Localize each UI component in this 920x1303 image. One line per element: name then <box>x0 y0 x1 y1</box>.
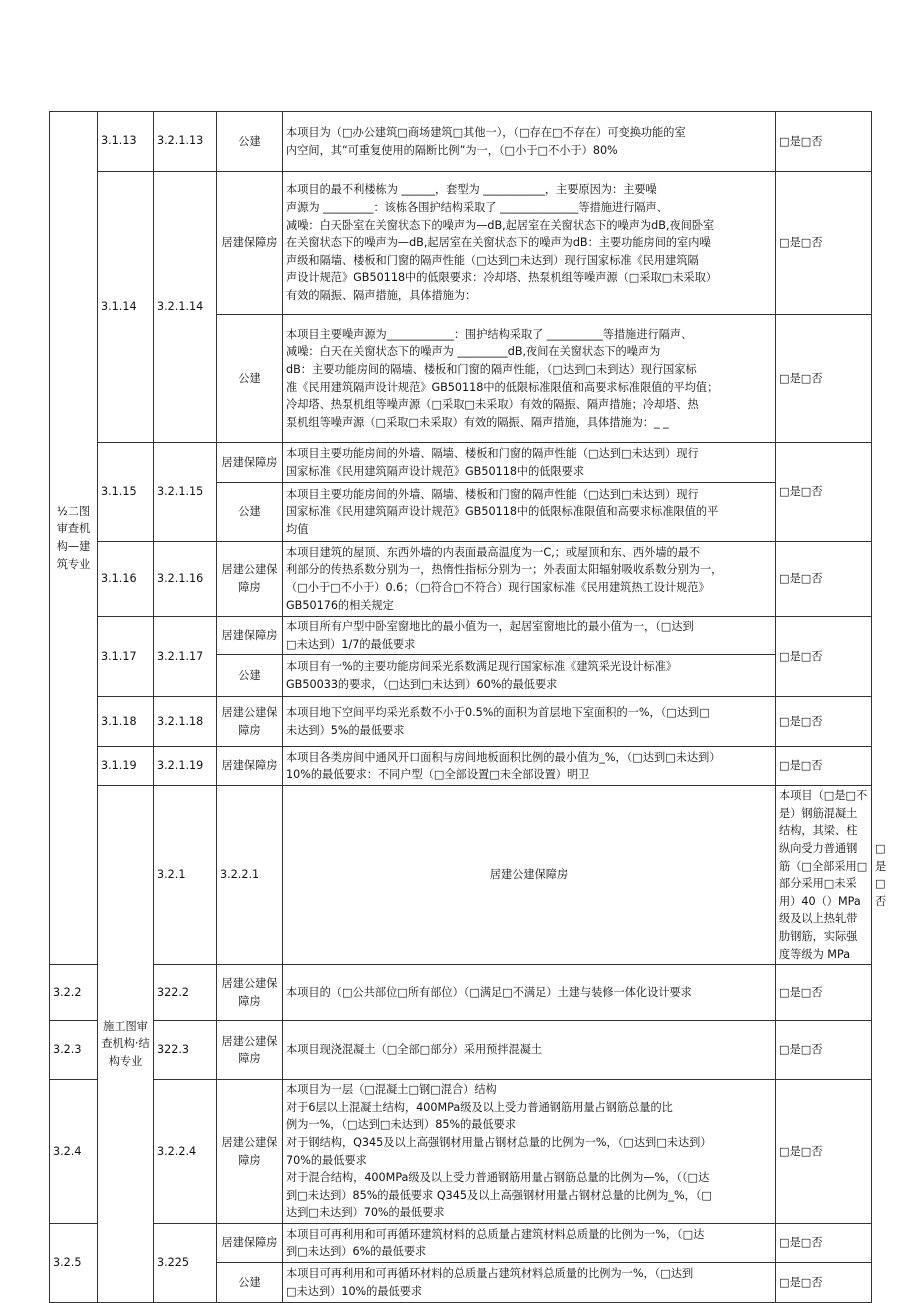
building-type: 居建保障房 <box>217 747 283 786</box>
specialty-structure: 施工图审查机构·结构专业 <box>98 786 154 1303</box>
yes-no-checkbox[interactable]: □是□否 <box>776 315 872 443</box>
content-line: 有效的隔振、隔声措施，具体措施为： <box>286 288 477 302</box>
table-row: 施工图审查机构·结构专业 3.2.1 3.2.2.1 居建公建保障房 本项目（□是□不是）钢筋混凝土结构，其梁、柱纵向受力普通钢筋（□全部采用□ 部分采用□未采用）40（）MPa级及以上热轧带肋钢筋，实际强度等级为 MPa □是□否 <box>50 786 872 965</box>
content-line: 准《民用建筑隔声设计规范》GB50118中的低限标准限值和高要求标准限值的平均值； <box>286 380 719 394</box>
yes-no-checkbox[interactable]: □是□否 <box>776 443 872 542</box>
review-content <box>283 542 776 617</box>
review-content <box>776 786 872 965</box>
content-line: 内空间，其“可重复使用的隔断比例”为一，（□小于□不小于）80% <box>286 143 618 157</box>
yes-no-checkbox[interactable]: □是□否 <box>776 1224 872 1263</box>
content-line: 均值 <box>286 522 309 536</box>
clause-reference: 3.2.1.19 <box>154 747 217 786</box>
content-line: 冷却塔、热泵机组等噪声源（□采取□未采取）有效的隔振、隔声措施；冷却塔、热 <box>286 398 699 412</box>
content-line: 到□未达到）6%的最低要求 <box>286 1245 427 1259</box>
clause-reference: 322.3 <box>154 1021 217 1080</box>
building-type: 公建 <box>217 483 283 542</box>
content-line: 减噪：白天卧室在关窗状态下的噪声为—dB,起居室在关窗状态下的噪声为dB,夜间卧室 <box>286 218 715 232</box>
building-type: 居建公建保障房 <box>217 965 283 1021</box>
yes-no-checkbox[interactable]: □是□否 <box>776 172 872 315</box>
review-content <box>283 697 776 747</box>
content-line: 本项目地下空间平均采光系数不小于0.5%的面积为首层地下室面积的一%，（□达到□ <box>286 706 710 720</box>
clause-reference: 3.2.2.4 <box>154 1080 217 1224</box>
content-line: 例为一%，（□达到□未达到）85%的最低要求 <box>286 1118 517 1132</box>
yes-no-checkbox[interactable]: □是□否 <box>776 965 872 1021</box>
content-line: 对于钢结构，Q345及以上高强钢材用量占钢材总量的比例为一%，（□达到□未达到） <box>286 1136 712 1150</box>
yes-no-checkbox[interactable]: □是□否 <box>776 1080 872 1224</box>
review-content <box>283 1021 776 1080</box>
building-type: 公建 <box>217 315 283 443</box>
content-line: 本项目主要功能房间的外墙、隔墙、楼板和门窗的隔声性能（□达到□未达到）现行 <box>286 446 699 460</box>
content-line: （□小于□不小于）0.6；（□符合□不符合）现行国家标准《民用建筑热工设计规范》 <box>286 581 710 594</box>
table-row <box>50 617 872 655</box>
building-type: 居建公建保障房 <box>217 1021 283 1080</box>
clause-reference: 3.2.1.13 <box>154 112 217 172</box>
clause-reference: 3.2.1.15 <box>154 443 217 542</box>
content-line: 声设计规范》GB50118中的低限要求：冷却塔、热泵机组等噪声源（□采取□未采取） <box>286 271 718 285</box>
review-content <box>283 1263 776 1303</box>
review-content <box>283 172 776 315</box>
content-line: 声级和隔墙、楼板和门窗的隔声性能（□达到□未达到）现行国家标准《民用建筑隔 <box>286 253 699 267</box>
review-content <box>283 443 776 483</box>
building-type: 居建公建保障房 <box>283 786 776 965</box>
table-row <box>50 697 872 747</box>
clause-reference: 3.2.1.16 <box>154 542 217 617</box>
building-type: 居建公建保障房 <box>217 542 283 617</box>
yes-no-checkbox[interactable]: □是□否 <box>776 1021 872 1080</box>
content-line: 达到□未达到）70%的最低要求 <box>286 1206 445 1220</box>
content-line: 本项目主要功能房间的外墙、隔墙、楼板和门窗的隔声性能（□达到□未达到）现行 <box>286 487 699 501</box>
yes-no-checkbox[interactable]: □是□否 <box>776 1263 872 1303</box>
clause-reference: 3.2.1.14 <box>154 172 217 443</box>
clause-number: 3.2.5 <box>50 1224 98 1303</box>
content-line: 未达到）5%的最低要求 <box>286 723 405 737</box>
content-line: 对于混合结构，400MPa级及以上受力普通钢筋用量占钢筋总量的比例为—%，（（□达 <box>286 1171 710 1185</box>
content-line: 在关窗状态下的噪声为—dB,起居室在关窗状态下的噪声为dB：主要功能房间的室内噪 <box>286 236 711 250</box>
clause-number: 3.2.2 <box>50 965 98 1021</box>
clause-reference: 322.2 <box>154 965 217 1021</box>
content-line: 本项目的（□公共部位□所有部位）（□满足□不满足）土建与装修一体化设计要求 <box>286 985 692 999</box>
review-content <box>283 747 776 786</box>
clause-reference: 3.2.1.17 <box>154 617 217 697</box>
clause-number: 3.1.18 <box>98 697 154 747</box>
building-type: 公建 <box>217 655 283 697</box>
clause-number: 3.1.15 <box>98 443 154 542</box>
table-row <box>50 1224 872 1263</box>
content-line: 本项目主要噪声源为____________：围护结构采取了 __________等措施进行隔声、 <box>286 327 693 341</box>
building-type: 居建保障房 <box>217 1224 283 1263</box>
yes-no-checkbox[interactable]: □是□否 <box>776 747 872 786</box>
clause-number: 3.2.4 <box>50 1080 98 1224</box>
clause-number: 3.1.19 <box>98 747 154 786</box>
building-type: 居建保障房 <box>217 443 283 483</box>
content-line: 部分采用□未采用）40（）MPa级及以上热轧带肋钢筋，实际强度等级为 MPa <box>779 877 861 961</box>
content-line: 本项目（□是□不是）钢筋混凝土结构，其梁、柱纵向受力普通钢筋（□全部采用□ <box>779 789 868 873</box>
review-content <box>283 965 776 1021</box>
content-line: 到□未达到）85%的最低要求 Q345及以上高强钢材用量占钢材总量的比例为_%，（□ <box>286 1188 712 1202</box>
content-line: 本项目有一%的主要功能房间采光系数满足现行国家标准《建筑采光设计标准》 <box>286 660 678 674</box>
building-type: 公建 <box>217 1263 283 1303</box>
clause-number: 3.2.1 <box>154 786 217 965</box>
content-line: dB：主要功能房间的隔墙、楼板和门窗的隔声性能，（□达到□未到达）现行国家标 <box>286 362 697 376</box>
clause-reference: 3.2.1.18 <box>154 697 217 747</box>
table-row <box>50 965 872 1021</box>
content-line: 减噪：白天在关窗状态下的噪声为 _________dB,夜间在关窗状态下的噪声为 <box>286 345 661 359</box>
review-content <box>283 655 776 697</box>
clause-reference: 3.225 <box>154 1224 217 1303</box>
content-line: 本项目的最不利楼栋为 ______，套型为 ___________，主要原因为：主要噪 <box>286 183 657 197</box>
table-row <box>50 747 872 786</box>
checklist-table <box>49 111 887 1303</box>
content-line: 本项目建筑的屋顶、东西外墙的内表面最高温度为一C,；或屋顶和东、西外墙的最不 <box>286 545 701 559</box>
building-type: 居建保障房 <box>217 617 283 655</box>
review-content <box>283 483 776 542</box>
yes-no-checkbox[interactable]: □是□否 <box>776 697 872 747</box>
content-line: 利部分的传热系数分别为一，热惰性指标分别为一；外表面太阳辐射吸收系数分别为一， <box>286 563 723 577</box>
review-content <box>283 617 776 655</box>
clause-number: 3.2.3 <box>50 1021 98 1080</box>
review-content <box>283 112 776 172</box>
clause-number: 3.1.17 <box>98 617 154 697</box>
clause-number: 3.1.16 <box>98 542 154 617</box>
specialty-architecture: ½二图审查机构—建筑专业 <box>50 112 98 965</box>
content-line: □未达到）1/7的最低要求 <box>286 637 416 651</box>
content-line: 本项目可再利用和可再循环材料的总质量占建筑材料总质量的比例为一%，（□达到 <box>286 1267 694 1281</box>
content-line: 本项目所有户型中卧室窗地比的最小值为一，起居室窗地比的最小值为一，（□达到 <box>286 620 694 633</box>
clause-number: 3.1.14 <box>98 172 154 443</box>
table-row <box>50 1080 872 1224</box>
building-type: 居建公建保障房 <box>217 1080 283 1224</box>
content-line: 本项目为（□办公建筑□商场建筑□其他一），（□存在□不存在）可变换功能的室 <box>286 125 686 139</box>
yes-no-checkbox[interactable]: □是□否 <box>776 112 872 172</box>
review-content <box>283 315 776 443</box>
content-line: □未达到）10%的最低要求 <box>286 1284 423 1298</box>
content-line: 10%的最低要求：不同户型（□全部设置□未全部设置）明卫 <box>286 768 590 782</box>
clause-number: 3.1.13 <box>98 112 154 172</box>
content-line: 国家标准《民用建筑隔声设计规范》GB50118中的低限要求 <box>286 464 585 478</box>
content-line: 泵机组等噪声源（□采取□未采取）有效的隔振、隔声措施，具体措施为：_ _ <box>286 415 669 429</box>
review-content <box>283 1224 776 1263</box>
table-row <box>50 172 872 315</box>
content-line: 70%的最低要求 <box>286 1153 367 1167</box>
table-row <box>50 1021 872 1080</box>
table-row <box>50 542 872 617</box>
building-type: 居建公建保障房 <box>217 697 283 747</box>
yes-no-checkbox[interactable]: □是□否 <box>776 542 872 617</box>
content-line: 声源为 _________：该栋各围护结构采取了 ______________等措施进行隔声、 <box>286 201 668 215</box>
content-line: 本项目现浇混凝土（□全部□部分）采用预拌混凝土 <box>286 1043 543 1057</box>
table-row <box>50 443 872 483</box>
content-line: 对于6层以上混凝土结构，400MPa级及以上受力普通钢筋用量占钢筋总量的比 <box>286 1100 673 1114</box>
content-line: 本项目为一层（□混凝土□钢□混合）结构 <box>286 1083 497 1097</box>
clause-reference: 3.2.2.1 <box>217 786 283 965</box>
content-line: 本项目可再利用和可再循环建筑材料的总质量占建筑材料总质量的比例为一%，（□达 <box>286 1227 705 1241</box>
yes-no-checkbox[interactable]: □是□否 <box>776 617 872 697</box>
content-line: 国家标准《民用建筑隔声设计规范》GB50118中的低限标准限值和高要求标准限值的平 <box>286 505 719 519</box>
building-type: 居建保障房 <box>217 172 283 315</box>
building-type: 公建 <box>217 112 283 172</box>
review-content <box>283 1080 776 1224</box>
content-line: GB50176的相关规定 <box>286 598 394 612</box>
table-row <box>50 112 872 172</box>
content-line: GB50033的要求，（□达到□未达到）60%的最低要求 <box>286 677 558 691</box>
content-line: 本项目各类房间中通风开口面积与房间地板面积比例的最小值为_%，（□达到□未达到） <box>286 750 721 764</box>
